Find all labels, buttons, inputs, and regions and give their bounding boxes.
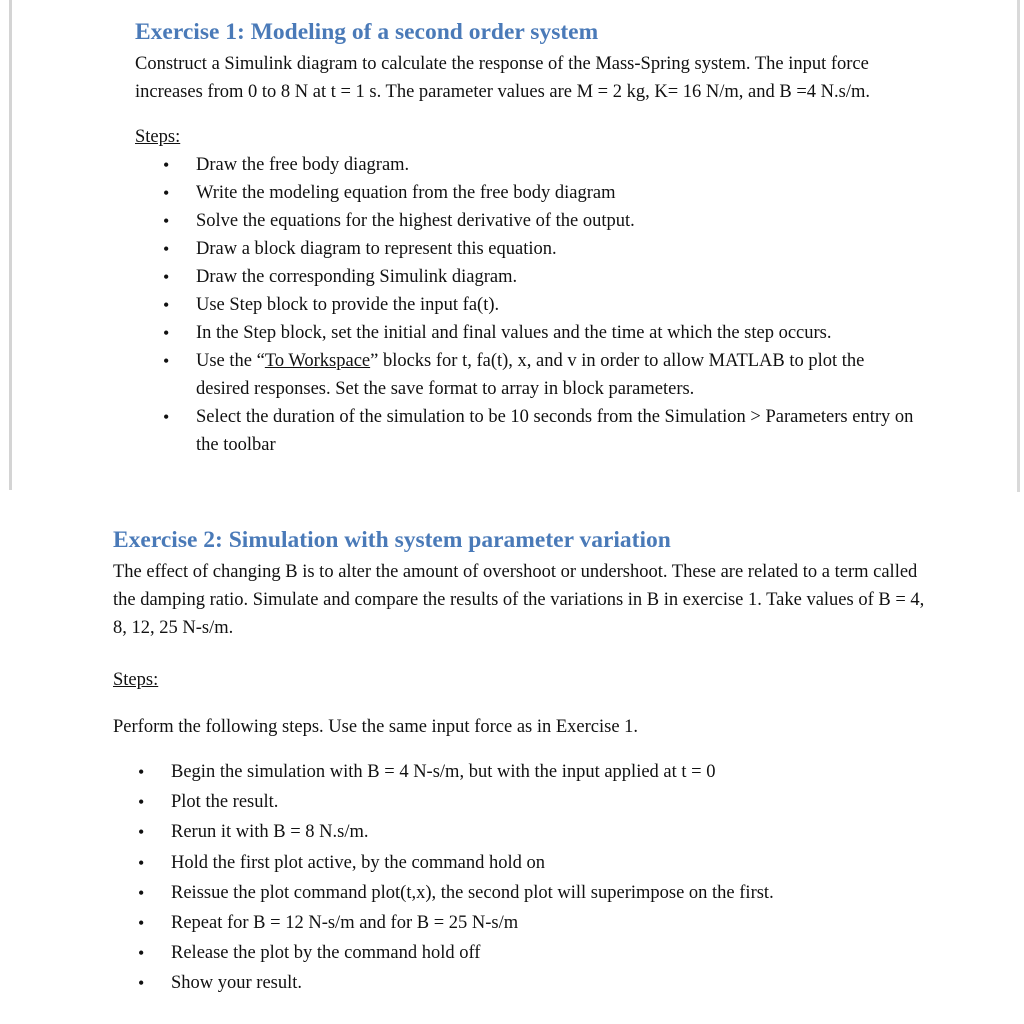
bullet-icon: •	[163, 183, 170, 203]
step-text: Release the plot by the command hold off	[171, 943, 481, 964]
step-text: Draw the free body diagram.	[196, 155, 410, 175]
right-margin-rule	[1017, 0, 1020, 492]
bullet-icon: •	[163, 407, 170, 427]
exercise-2-steps-label: Steps:	[113, 670, 159, 690]
step-text: Draw a block diagram to represent this equation.	[196, 239, 557, 259]
list-item	[113, 968, 933, 998]
step-text: Write the modeling equation from the free body diagram	[196, 183, 616, 203]
bullet-icon: •	[138, 882, 145, 903]
list-item	[113, 787, 933, 817]
list-item	[135, 179, 915, 207]
bullet-icon: •	[138, 762, 145, 782]
exercise-1-title: Exercise 1: Modeling of a second order system	[135, 19, 599, 45]
step-text: Use Step block to provide the input fa(t).	[196, 295, 500, 315]
list-item	[135, 403, 915, 459]
exercise-2-intro: The effect of changing B is to alter the amount of overshoot or undershoot. These are related to a term called the damping ratio. Simulate and compare the results of the variations in B in exercise 1. Take values of B = 4, 8, 12, 25 N-s/m.	[113, 562, 925, 638]
bullet-icon: •	[138, 822, 145, 843]
exercise-2-steps-list	[113, 757, 933, 999]
list-item	[135, 207, 915, 235]
exercise-1-steps-label: Steps:	[135, 127, 181, 147]
exercise-1-section	[135, 16, 915, 459]
exercise-2-instruction: Perform the following steps. Use the same input force as in Exercise 1.	[113, 717, 639, 737]
list-item	[113, 878, 933, 908]
to-workspace-link[interactable]: To Workspace	[264, 351, 371, 371]
list-item	[135, 319, 915, 347]
step-text: Show your result.	[171, 973, 303, 994]
left-margin-rule	[9, 0, 12, 490]
bullet-icon: •	[138, 792, 145, 813]
list-item	[113, 908, 933, 938]
list-item	[135, 151, 915, 179]
bullet-icon: •	[163, 295, 170, 315]
step-text: Draw the corresponding Simulink diagram.	[196, 267, 518, 287]
bullet-icon: •	[163, 211, 170, 231]
list-item	[135, 291, 915, 319]
bullet-icon: •	[163, 239, 170, 259]
step-text: Solve the equations for the highest derivative of the output.	[196, 211, 635, 231]
list-item	[113, 938, 933, 968]
bullet-icon: •	[138, 852, 145, 873]
bullet-icon: •	[163, 155, 170, 175]
exercise-2-title: Exercise 2: Simulation with system parameter variation	[113, 527, 671, 553]
list-item	[113, 757, 933, 787]
list-item	[135, 263, 915, 291]
list-item	[135, 235, 915, 263]
bullet-icon: •	[163, 267, 170, 287]
exercise-1-steps-list	[135, 151, 915, 459]
step-text: Select the duration of the simulation to be 10 seconds from the Simulation > Parameters entry on the toolbar	[196, 407, 914, 455]
step-text: Begin the simulation with B = 4 N-s/m, but with the input applied at t = 0	[171, 762, 716, 782]
list-item	[135, 347, 915, 403]
list-item	[113, 817, 933, 847]
step-text: Repeat for B = 12 N-s/m and for B = 25 N-s/m	[171, 913, 519, 934]
exercise-1-intro: Construct a Simulink diagram to calculate the response of the Mass-Spring system. The input force increases from 0 to 8 N at t = 1 s. The parameter values are M = 2 kg, K= 16 N/m, and B =4 N.s/m.	[135, 54, 870, 102]
bullet-icon: •	[138, 913, 145, 934]
step-text: Rerun it with B = 8 N.s/m.	[171, 822, 369, 843]
step-text: Hold the first plot active, by the command hold on	[171, 852, 546, 873]
list-item	[113, 848, 933, 878]
bullet-icon: •	[138, 943, 145, 964]
bullet-icon: •	[163, 323, 170, 343]
step-text: In the Step block, set the initial and final values and the time at which the step occurs.	[196, 323, 832, 343]
bullet-icon: •	[138, 973, 145, 994]
step-text-before: Use the “	[196, 351, 265, 371]
step-text: Plot the result.	[171, 792, 279, 813]
exercise-2-section	[113, 524, 933, 999]
step-text-after: ” blocks for t, fa(t), x, and v in order to allow MATLAB to plot the desired responses. Set the save format to array in block parameters.	[196, 351, 865, 399]
bullet-icon: •	[163, 351, 170, 371]
step-text: Reissue the plot command plot(t,x), the second plot will superimpose on the first.	[171, 882, 774, 903]
